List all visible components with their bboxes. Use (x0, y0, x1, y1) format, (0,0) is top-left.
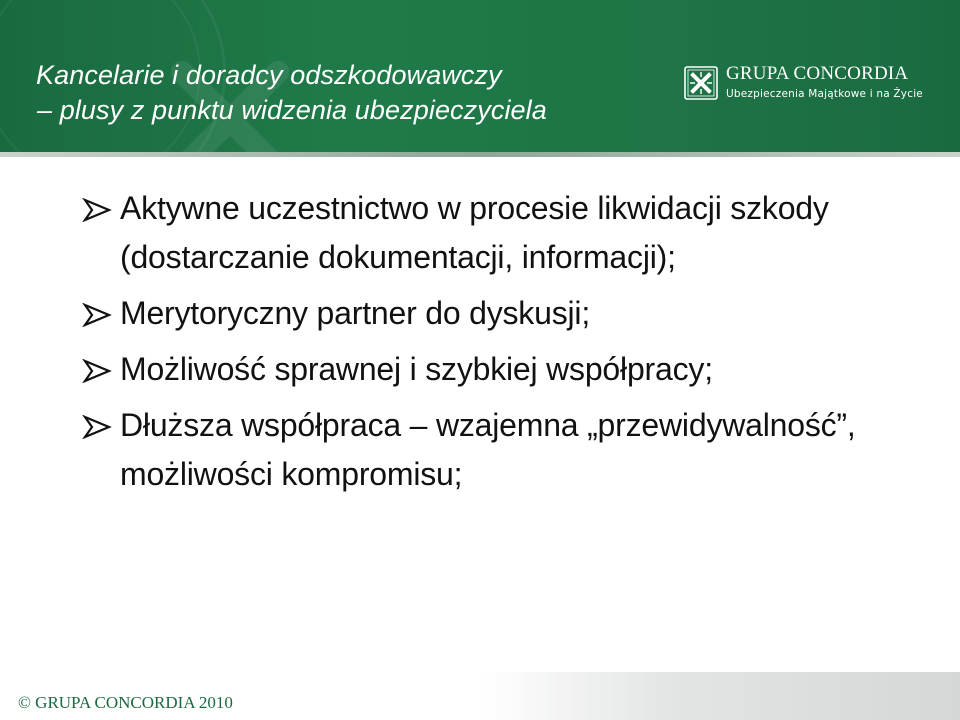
header-band (0, 0, 960, 152)
footer-band (480, 672, 960, 720)
header-divider (0, 152, 960, 157)
title-line-1: Kancelarie i doradcy odszkodowawczy (36, 60, 502, 90)
logo-tagline: Ubezpieczenia Majątkowe i na Życie (726, 88, 923, 100)
bullet-item (80, 184, 940, 282)
concordia-emblem-icon (684, 66, 718, 100)
bullet-item (80, 345, 940, 394)
company-logo (684, 62, 940, 106)
bullet-item (80, 289, 940, 338)
title-line-2: – plusy z punktu widzenia ubezpieczyciela (37, 95, 547, 125)
arrowhead-bullet-icon (82, 303, 112, 327)
footer-copyright: © GRUPA CONCORDIA 2010 (18, 693, 233, 712)
arrowhead-bullet-icon (82, 359, 112, 383)
arrowhead-bullet-icon (82, 415, 112, 439)
bullet-text: Dłuższa współpraca – wzajemna „przewidywalność”, możliwości kompromisu; (120, 407, 856, 492)
logo-name: GRUPA CONCORDIA (726, 63, 909, 84)
bullet-text: Merytoryczny partner do dyskusji; (120, 295, 591, 331)
bullet-text: Możliwość sprawnej i szybkiej współpracy; (120, 351, 713, 387)
page-title (36, 58, 547, 128)
bullet-list (80, 184, 940, 506)
bullet-item (80, 401, 940, 499)
bullet-text: Aktywne uczestnictwo w procesie likwidacji szkody (dostarczanie dokumentacji, informacji); (120, 190, 829, 275)
arrowhead-bullet-icon (82, 198, 112, 222)
